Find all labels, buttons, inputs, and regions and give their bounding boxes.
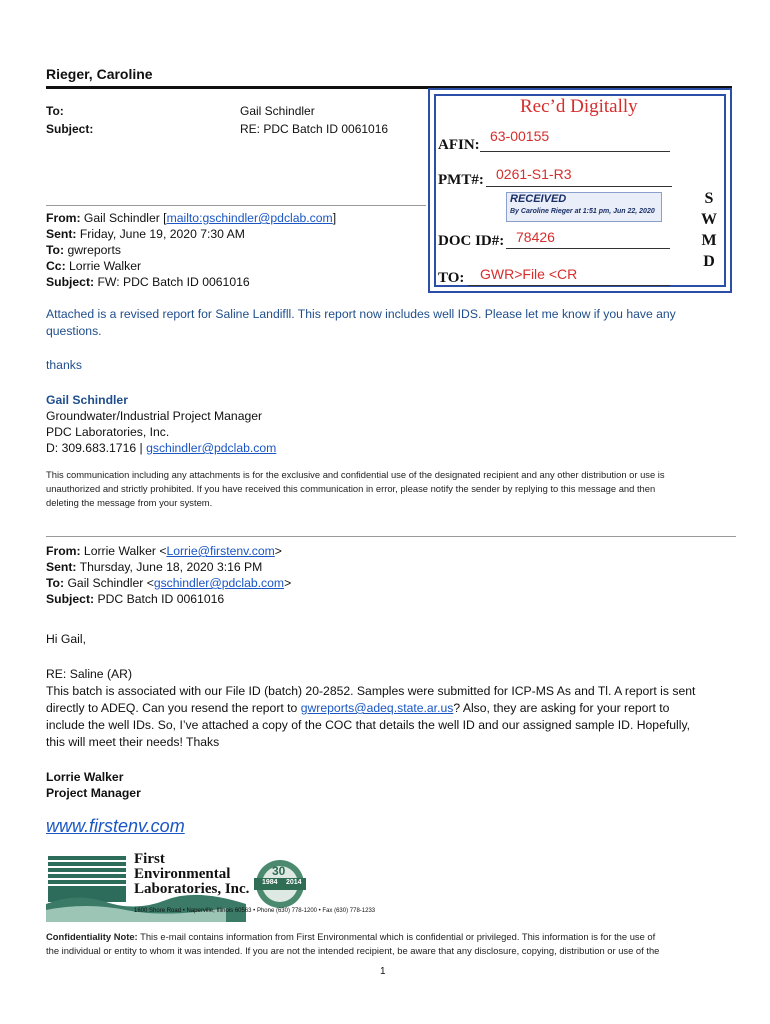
page-number: 1: [380, 966, 386, 977]
received-title: RECEIVED: [510, 193, 567, 205]
logo-badge-year-end: 2014: [286, 879, 302, 886]
signature1-phone: D: 309.683.1716 |: [46, 441, 147, 455]
message1-line2: questions.: [46, 324, 102, 338]
pmt-value: 0261-S1-R3: [496, 166, 572, 182]
fwd1-sent-value: Friday, June 19, 2020 7:30 AM: [79, 227, 245, 241]
fwd2-to-label: To:: [46, 576, 65, 590]
signature1-name: Gail Schindler: [46, 393, 128, 407]
fwd1-cc-value: Lorrie Walker: [69, 259, 142, 273]
confidentiality-label: Confidentiality Note:: [46, 931, 138, 942]
fwd2-from-label: From:: [46, 544, 81, 558]
fwd1-header: [46, 210, 426, 290]
fwd1-subject-label: Subject:: [46, 275, 95, 289]
confidentiality-line2: the individual or entity to whom it was intended. If you are not the intended recipient, be aware that any disclosure, copying, distribution or use of the: [46, 945, 660, 956]
confidentiality-note: [46, 930, 736, 958]
doc-id-value: 78426: [516, 229, 555, 245]
received-subtitle: By Caroline Rieger at 1:51 pm, Jun 22, 2020: [510, 208, 655, 215]
fwd1-to-value: gwreports: [67, 243, 121, 257]
fwd1-from-link[interactable]: mailto:gschindler@pdclab.com: [166, 211, 333, 225]
stamp-to-line: [468, 285, 670, 286]
signature1-title: Groundwater/Industrial Project Manager: [46, 409, 263, 423]
fwd2-sent-label: Sent:: [46, 560, 77, 574]
afin-line: [480, 151, 670, 152]
message2-line1: This batch is associated with our File ID (batch) 20-2852. Samples were submitted for ICP-MS As and Tl. A report is sent: [46, 684, 696, 698]
message2-line2: [46, 700, 669, 718]
sender-name: Rieger, Caroline: [46, 66, 153, 82]
afin-label: AFIN:: [438, 137, 480, 153]
subject-label: Subject:: [46, 122, 94, 136]
pmt-line: [486, 186, 672, 187]
message1-thanks: thanks: [46, 358, 82, 372]
pmt-label: PMT#:: [438, 172, 484, 188]
to-value: Gail Schindler: [240, 104, 315, 118]
fwd1-sent-label: Sent:: [46, 227, 77, 241]
message2-line2-end: ? Also, they are asking for your report to: [453, 701, 670, 715]
to-label: To:: [46, 104, 64, 118]
fwd2-header: [46, 543, 736, 607]
fwd1-from-value: Gail Schindler [: [83, 211, 167, 225]
fwd2-to-link[interactable]: gschindler@pdclab.com: [153, 576, 285, 590]
fwd1-subject-value: FW: PDC Batch ID 0061016: [97, 275, 250, 289]
logo-text: [134, 852, 249, 897]
logo-line1: First: [134, 851, 165, 867]
disclaimer1-line3: deleting the message from your system.: [46, 497, 213, 508]
disclaimer1: [46, 468, 736, 510]
fwd2-to-end: >: [284, 576, 292, 590]
message2-re: RE: Saline (AR): [46, 667, 133, 681]
fwd1-divider: [46, 205, 426, 206]
fwd1-from-end: ]: [332, 211, 337, 225]
swmd-letter-w: W: [701, 211, 717, 228]
fwd2-subject-label: Subject:: [46, 592, 95, 606]
signature1-contact: [46, 440, 276, 458]
doc-id-label: DOC ID#:: [438, 233, 505, 249]
stamp-to-label: TO:: [438, 270, 465, 286]
fwd2-subject-value: PDC Batch ID 0061016: [97, 592, 225, 606]
fwd2-from-end: >: [274, 544, 282, 558]
swmd-letter-d: D: [703, 253, 715, 270]
message2-line2-start: directly to ADEQ. Can you resend the report to: [46, 701, 301, 715]
fwd2-sent-value: Thursday, June 18, 2020 3:16 PM: [79, 560, 263, 574]
confidentiality-line1: This e-mail contains information from First Environmental which is confidential or privileged. This information is for the use of: [137, 931, 656, 942]
logo-line2: Environmental: [134, 866, 231, 882]
disclaimer1-line1: This communication including any attachments is for the exclusive and confidential use of the designated recipient and any other distribution or use is: [46, 469, 665, 480]
fwd1-cc-label: Cc:: [46, 259, 66, 273]
fwd2-from-link[interactable]: Lorrie@firstenv.com: [166, 544, 275, 558]
stamp-title: Rec’d Digitally: [520, 96, 638, 117]
signature1-company: PDC Laboratories, Inc.: [46, 425, 170, 439]
logo-address: 1600 Shore Road • Naperville, Illinois 60563 • Phone (630) 778-1200 • Fax (630) 778-1233: [134, 908, 376, 914]
website-link[interactable]: www.firstenv.com: [46, 816, 185, 836]
disclaimer1-line2: unauthorized and strictly prohibited. If you have received this communication in error, please notify the sender by replying to this message and then: [46, 483, 656, 494]
swmd-letter-s: S: [704, 190, 714, 207]
company-logo: [46, 851, 376, 924]
afin-value: 63-00155: [490, 128, 550, 144]
logo-badge-year-start: 1984: [262, 879, 278, 886]
message2-greeting: Hi Gail,: [46, 632, 86, 646]
fwd2-divider: [46, 536, 736, 537]
message2-line4: this will meet their needs! Thaks: [46, 735, 220, 749]
logo-line3: Laboratories, Inc.: [134, 881, 250, 897]
stamp-to-value: GWR>File <CR: [480, 266, 578, 282]
fwd1-to-label: To:: [46, 243, 65, 257]
fwd2-from-value: Lorrie Walker <: [83, 544, 167, 558]
subject-value: RE: PDC Batch ID 0061016: [240, 122, 389, 136]
signature2-title: Project Manager: [46, 786, 141, 800]
message2-adeq-link[interactable]: gwreports@adeq.state.ar.us: [300, 701, 454, 715]
signature2-name: Lorrie Walker: [46, 770, 124, 784]
fwd1-from-label: From:: [46, 211, 81, 225]
message2-line3: include the well IDs. So, I’ve attached a copy of the COC that details the well ID and our assigned sample ID. Hopefully,: [46, 718, 691, 732]
signature1-email-link[interactable]: gschindler@pdclab.com: [146, 441, 277, 455]
stamp-inner-border: [434, 94, 726, 287]
doc-id-line: [506, 248, 670, 249]
logo-badge-center: 30: [272, 864, 286, 878]
fwd2-to-value: Gail Schindler <: [67, 576, 154, 590]
message1-line1: Attached is a revised report for Saline Landifll. This report now includes well IDS. Please let me know if you have any: [46, 307, 676, 321]
swmd-letter-m: M: [701, 232, 717, 249]
